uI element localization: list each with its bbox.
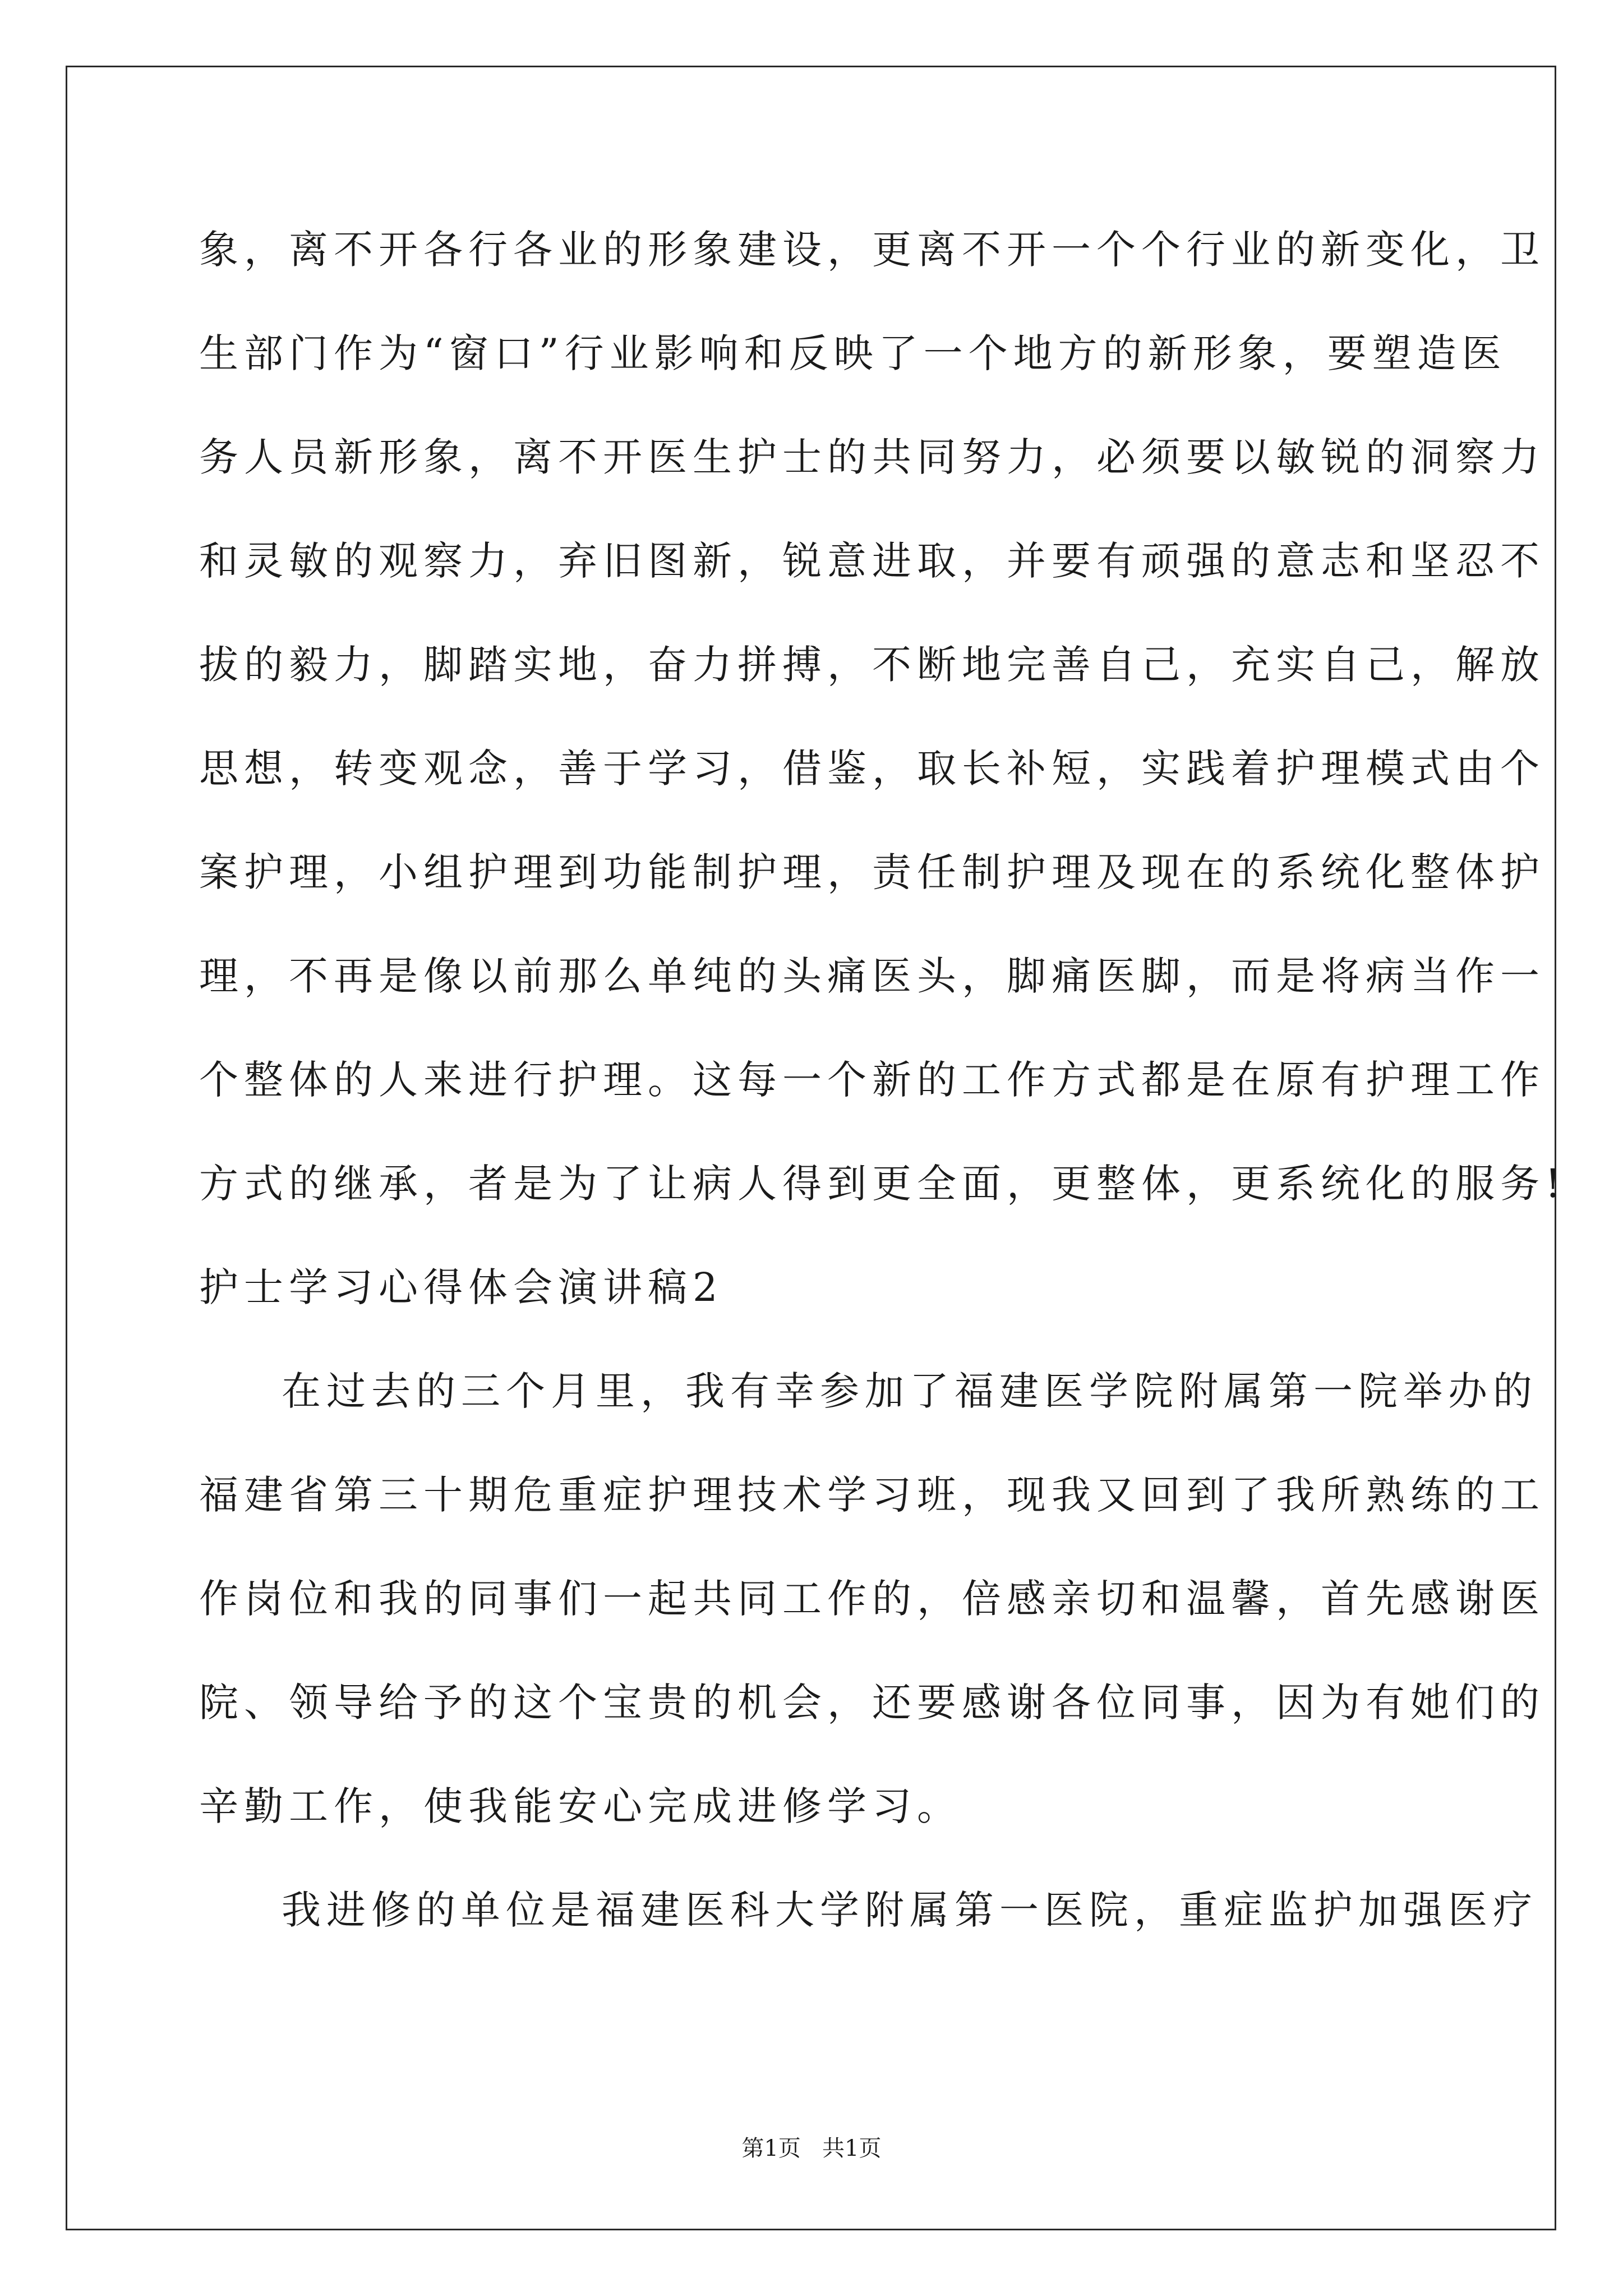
body-text-line: 拔的毅力，脚踏实地，奋力拼搏，不断地完善自己，充实自己，解放 [199, 642, 1545, 688]
body-text-line: 个整体的人来进行护理。这每一个新的工作方式都是在原有护理工作 [199, 1057, 1545, 1103]
body-text-line: 我进修的单位是福建医科大学附属第一医院，重症监护加强医疗 [282, 1887, 1538, 1933]
body-text-line: 和灵敏的观察力，弃旧图新，锐意进取，并要有顽强的意志和坚忍不 [199, 538, 1545, 584]
page-number-footer: 第1页 共1页 [741, 2136, 882, 2161]
body-text-line: 象，离不开各行各业的形象建设，更离不开一个个行业的新变化，卫 [199, 227, 1545, 273]
body-text-line: 思想，转变观念，善于学习，借鉴，取长补短，实践着护理模式由个 [199, 746, 1545, 792]
body-text-line: 务人员新形象，离不开医生护士的共同努力，必须要以敏锐的洞察力 [199, 434, 1545, 480]
body-text-line: 在过去的三个月里，我有幸参加了福建医学院附属第一院举办的 [282, 1368, 1538, 1414]
body-text-line: 理，不再是像以前那么单纯的头痛医头，脚痛医脚，而是将病当作一 [199, 953, 1545, 999]
body-text-line: 辛勤工作，使我能安心完成进修学习。 [199, 1783, 962, 1829]
body-text-line: 作岗位和我的同事们一起共同工作的，倍感亲切和温馨，首先感谢医 [199, 1576, 1545, 1622]
body-text-line: 院、领导给予的这个宝贵的机会，还要感谢各位同事，因为有她们的 [199, 1680, 1545, 1726]
body-text-line: 生部门作为“窗口”行业影响和反映了一个地方的新形象，要塑造医 [199, 330, 1507, 376]
body-text-line: 案护理，小组护理到功能制护理，责任制护理及现在的系统化整体护 [199, 849, 1545, 895]
section-heading: 护士学习心得体会演讲稿2 [199, 1264, 723, 1310]
body-text-line: 福建省第三十期危重症护理技术学习班，现我又回到了我所熟练的工 [199, 1472, 1545, 1518]
body-text-line: 方式的继承，者是为了让病人得到更全面，更整体，更系统化的服务! [199, 1161, 1567, 1207]
